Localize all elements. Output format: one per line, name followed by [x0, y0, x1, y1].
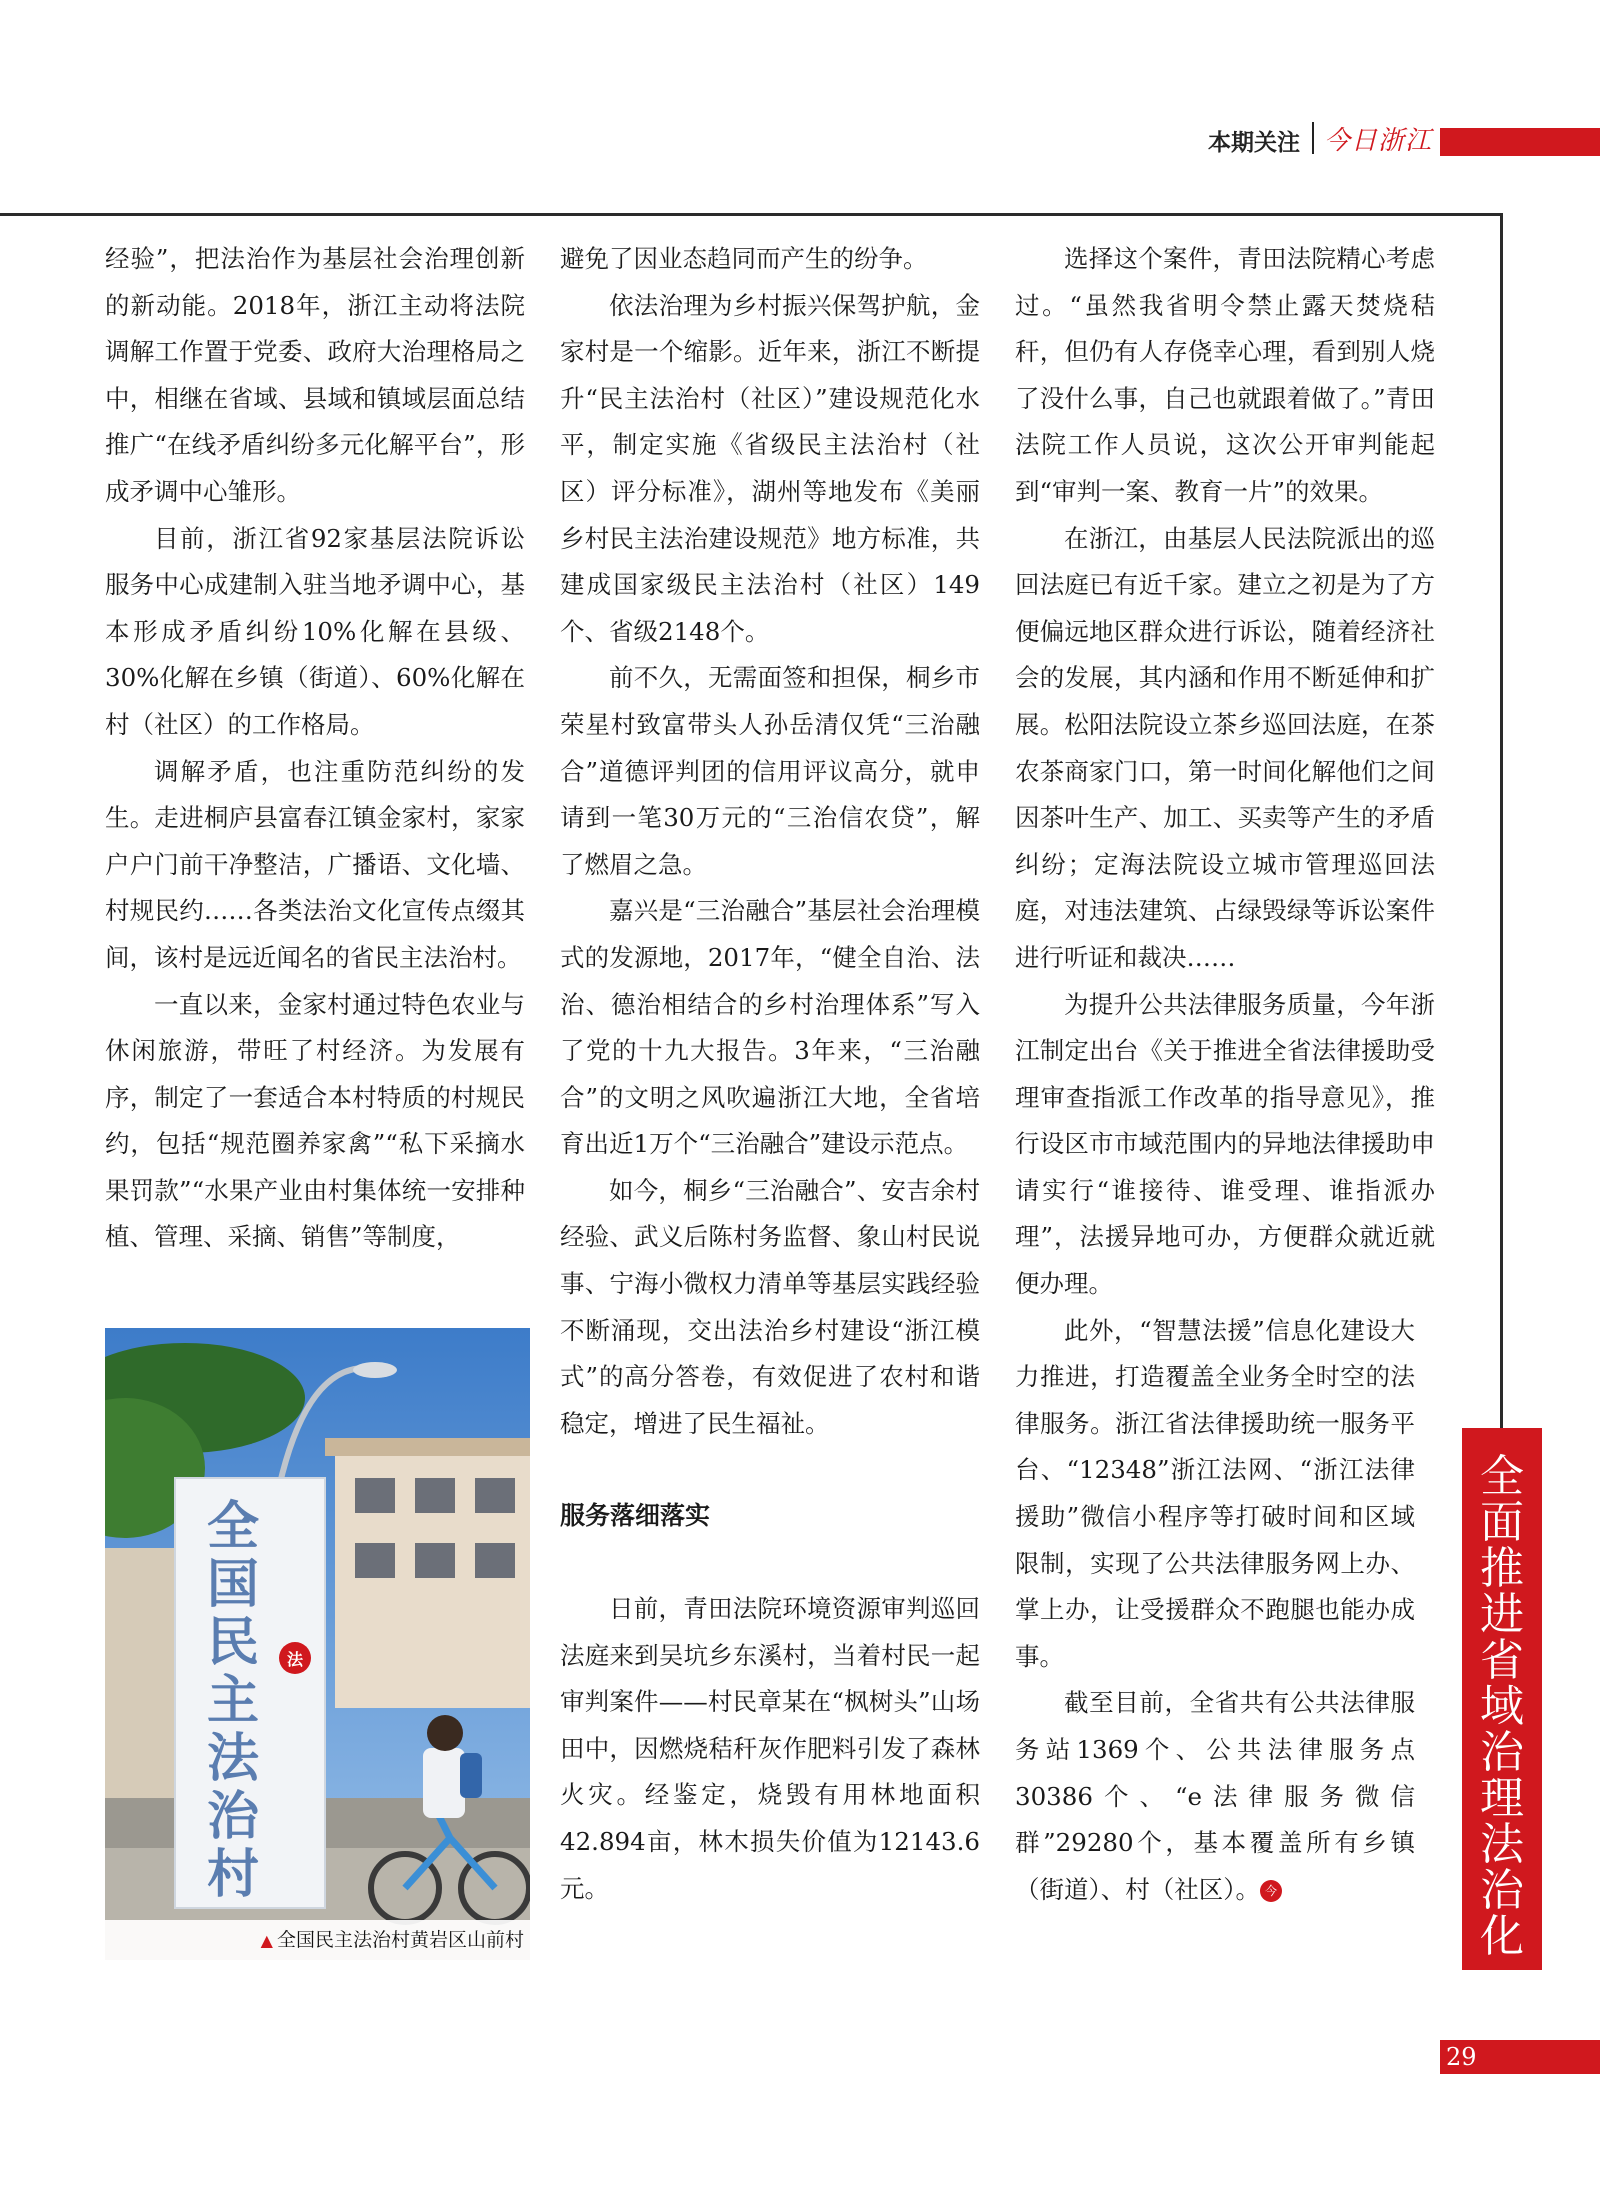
section-subheading: 服务落细落实 — [560, 1501, 711, 1531]
frame-top-rule — [0, 213, 1502, 216]
paragraph: 经验”，把法治作为基层社会治理创新的新动能。2018年，浙江主动将法院调解工作置于党委、政府大治理格局之中，相继在省域、县域和镇域层面总结推广“在线矛盾纠纷多元化解平台”，形成矛调中心雏形。 — [105, 244, 525, 506]
end-mark-icon: 今 — [1260, 1880, 1282, 1902]
paragraph: 依法治理为乡村振兴保驾护航，金家村是一个缩影。近年来，浙江不断提升“民主法治村（社区）”建设规范化水平，制定实施《省级民主法治村（社区）评分标准》，湖州等地发布《美丽乡村民主法治建设规范》地方标准，共建成国家级民主法治村（社区）149个、省级2148个。 — [560, 290, 980, 646]
paragraph: 嘉兴是“三治融合”基层社会治理模式的发源地，2017年，“健全自治、法治、德治相结合的乡村治理体系”写入了党的十九大报告。3年来，“三治融合”的文明之风吹遍浙江大地，全省培育出近1万个“三治融合”建设示范点。 — [560, 896, 980, 1159]
side-title-text: 全面推进省域治理法治化 — [1480, 1451, 1524, 1962]
sign-vertical-text: 全国民主法治村 — [206, 1497, 259, 1905]
paragraph: 避免了因业态趋同而产生的纷争。 — [560, 244, 928, 273]
sign-badge-text: 法 — [286, 1650, 304, 1669]
caption-text: 全国民主法治村黄岩区山前村 — [276, 1929, 524, 1951]
caption-triangle-icon: ▲ — [260, 1931, 273, 1950]
paragraph: 为提升公共法律服务质量，今年浙江制定出台《关于推进全省法律援助受理审查指派工作改革的指导意见》，推行设区市市域范围内的异地法律援助申请实行“谁接待、谁受理、谁指派办理”，法援异地可办，方便群众就近就便办理。 — [1015, 989, 1435, 1299]
paragraph: 前不久，无需面签和担保，桐乡市荣星村致富带头人孙岳清仅凭“三治融合”道德评判团的信用评议高分，就申请到一笔30万元的“三治信农贷”，解了燃眉之急。 — [560, 663, 980, 879]
photo-law-village-sign — [105, 1328, 530, 1960]
photo-illustration — [105, 1328, 530, 1960]
final-text: 截至目前，全省共有公共法律服务站1369个、公共法律服务点30386个、“e法律服务微信群”29280个，基本覆盖所有乡镇（街道）、村（社区）。 — [1015, 1688, 1415, 1904]
paragraph: 目前，浙江省92家基层法院诉讼服务中心成建制入驻当地矛调中心，基本形成矛盾纠纷10%化解在县级、30%化解在乡镇（街道）、60%化解在村（社区）的工作格局。 — [105, 523, 525, 739]
page-header — [0, 118, 1600, 168]
paragraph: 在浙江，由基层人民法院派出的巡回法庭已有近千家。建立之初是为了方便偏远地区群众进行诉讼，随着经济社会的发展，其内涵和作用不断延伸和扩展。松阳法院设立茶乡巡回法庭，在茶农茶商家门口，第一时间化解他们之间因茶叶生产、加工、买卖等产生的矛盾纠纷；定海法院设立城市管理巡回法庭，对违法建筑、占绿毁绿等诉讼案件进行听证和裁决…… — [1015, 523, 1435, 972]
article-column-2 — [560, 236, 980, 1912]
paragraph-final — [1015, 1680, 1415, 1913]
paragraph: 日前，青田法院环境资源审判巡回法庭来到吴坑乡东溪村，当着村民一起审判案件——村民章某在“枫树头”山场田中，因燃烧秸秆灰作肥料引发了森林火灾。经鉴定，烧毁有用林地面积42.894亩，林木损失价值为12143.6元。 — [560, 1594, 980, 1903]
page-number: 29 — [1446, 2043, 1477, 2071]
header-separator — [1312, 122, 1314, 154]
paragraph: 如今，桐乡“三治融合”、安吉余村经验、武义后陈村务监督、象山村民说事、宁海小微权力清单等基层实践经验不断涌现，交出法治乡村建设“浙江模式”的高分答卷，有效促进了农村和谐稳定，增进了民生福祉。 — [560, 1175, 980, 1438]
paragraph: 调解矛盾，也注重防范纠纷的发生。走进桐庐县富春江镇金家村，家家户户门前干净整洁，广播语、文化墙、村规民约……各类法治文化宣传点缀其间，该村是远近闻名的省民主法治村。 — [105, 756, 525, 972]
section-label: 本期关注 — [1208, 130, 1300, 156]
side-title-banner — [1462, 1428, 1542, 1970]
header-red-bar — [1440, 128, 1600, 156]
frame-right-rule — [1500, 213, 1503, 1433]
paragraph: 此外，“智慧法援”信息化建设大力推进，打造覆盖全业务全时空的法律服务。浙江省法律援助统一服务平台、“12348”浙江法网、“浙江法律援助”微信小程序等打破时间和区域限制，实现了公共法律服务网上办、掌上办，让受援群众不跑腿也能办成事。 — [1015, 1315, 1415, 1671]
article-column-3 — [1015, 236, 1435, 1913]
photo-caption — [105, 1920, 530, 1960]
article-column-1 — [105, 236, 525, 1261]
magazine-brand: 今日浙江 — [1323, 126, 1432, 156]
paragraph: 一直以来，金家村通过特色农业与休闲旅游，带旺了村经济。为发展有序，制定了一套适合本村特质的村规民约，包括“规范圈养家禽”“私下采摘水果罚款”“水果产业由村集体统一安排种植、管理、采摘、销售”等制度， — [105, 989, 525, 1252]
paragraph: 选择这个案件，青田法院精心考虑过。“虽然我省明令禁止露天焚烧秸秆，但仍有人存侥幸心理，看到别人烧了没什么事，自己也就跟着做了。”青田法院工作人员说，这次公开审判能起到“审判一案、教育一片”的效果。 — [1015, 244, 1435, 506]
